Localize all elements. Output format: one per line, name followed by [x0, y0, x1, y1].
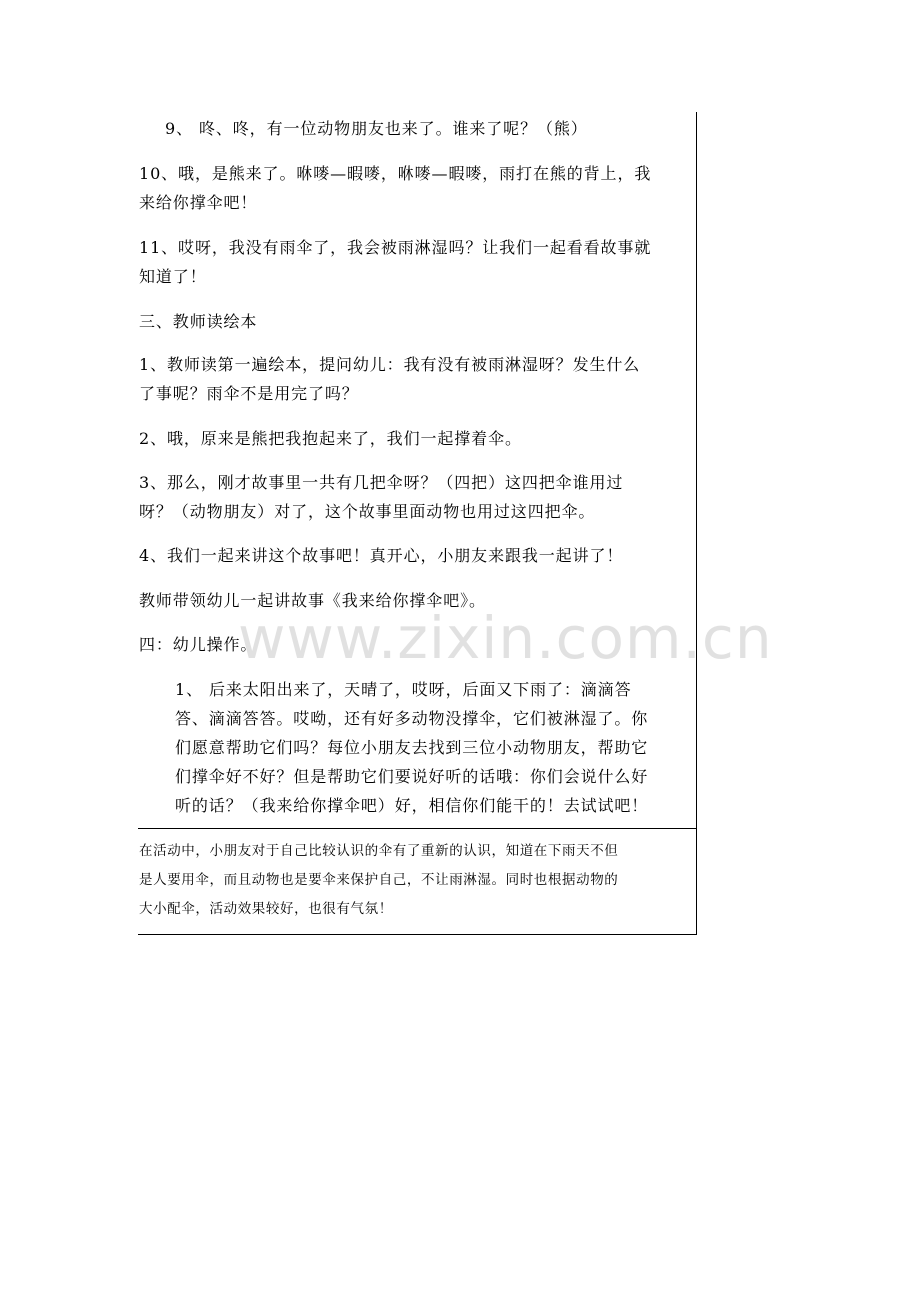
text-line: 10、哦，是熊来了。咻嘜—暇嘜，咻嘜—暇嘜，雨打在熊的背上，我 — [139, 164, 652, 183]
paragraph-lead-story — [139, 586, 486, 615]
text-line: 是人要用伞，而且动物也是要伞来保护自己，不让雨淋湿。同时也根据动物的 — [139, 872, 619, 888]
paragraph-step-11 — [139, 233, 651, 291]
text-line: 知道了！ — [139, 267, 207, 286]
text-line: 在活动中，小朋友对于自己比较认识的伞有了重新的认识，知道在下雨天不但 — [139, 843, 619, 859]
text-line: 听的话？（我来给你撑伞吧）好，相信你们能干的！去试试吧！ — [175, 796, 649, 815]
reflection-cell — [139, 837, 618, 924]
text-line: 大小配伞，活动效果较好，也很有气氛！ — [139, 901, 393, 917]
paragraph-reading-1 — [139, 350, 640, 408]
paragraph-reading-4 — [139, 541, 623, 570]
section-heading-three — [139, 307, 257, 336]
text-line: 3、那么，刚才故事里一共有几把伞呀？（四把）这四把伞谁用过 — [139, 473, 624, 492]
text-line: 9、 咚、咚，有一位动物朋友也来了。谁来了呢？（熊） — [165, 119, 588, 138]
paragraph-step-9 — [165, 114, 588, 143]
text-line: 2、哦，原来是熊把我抱起来了，我们一起撑着伞。 — [139, 429, 522, 448]
text-line: 来给你撑伞吧！ — [139, 193, 258, 212]
paragraph-step-10 — [139, 159, 651, 217]
text-line: 1、 后来太阳出来了，天晴了，哎呀，后面又下雨了：滴滴答 — [175, 680, 632, 699]
text-line: 们撑伞好不好？但是帮助它们要说好听的话哦：你们会说什么好 — [175, 767, 649, 786]
text-line: 4、我们一起来讲这个故事吧！真开心，小朋友来跟我一起讲了！ — [139, 546, 624, 565]
text-line: 1、教师读第一遍绘本，提问幼儿：我有没有被雨淋湿呀？发生什么 — [139, 355, 641, 374]
heading-text: 三、教师读绘本 — [139, 312, 258, 331]
text-line: 了事呢？雨伞不是用完了吗？ — [139, 384, 359, 403]
watermark: www.zixin.com.cn — [238, 604, 773, 672]
text-line: 11、哎呀，我没有雨伞了，我会被雨淋湿吗？让我们一起看看故事就 — [139, 238, 652, 257]
table-divider — [138, 828, 697, 829]
text-line: 答、滴滴答答。哎呦，还有好多动物没撑伞，它们被淋湿了。你 — [175, 709, 649, 728]
section-heading-four — [139, 630, 257, 659]
heading-text: 四：幼儿操作。 — [139, 635, 258, 654]
paragraph-reading-3 — [139, 468, 623, 526]
text-line: 呀？（动物朋友）对了，这个故事里面动物也用过这四把伞。 — [139, 502, 596, 521]
text-line: 教师带领幼儿一起讲故事《我来给你撑伞吧》。 — [139, 591, 486, 610]
text-line: 们愿意帮助它们吗？每位小朋友去找到三位小动物朋友，帮助它 — [175, 738, 649, 757]
paragraph-operation-1 — [175, 675, 648, 820]
paragraph-reading-2 — [139, 424, 522, 453]
